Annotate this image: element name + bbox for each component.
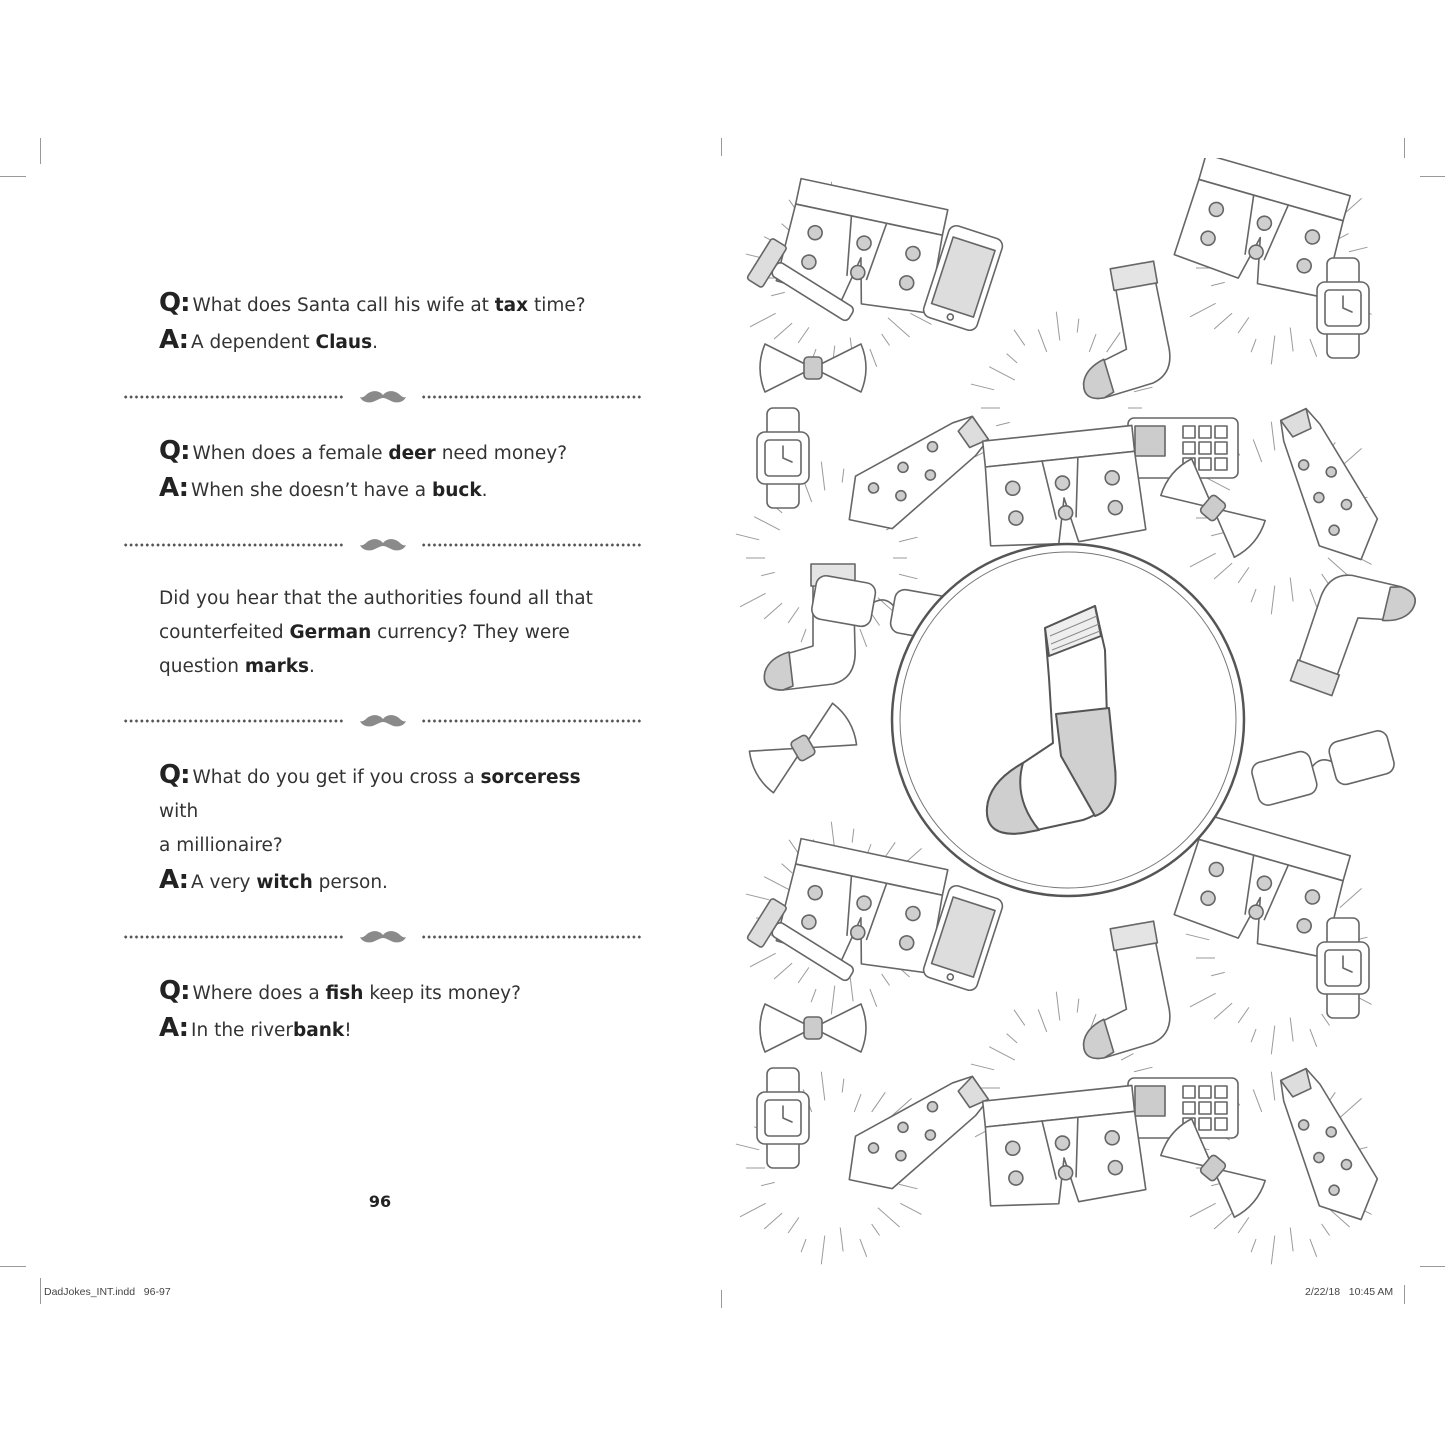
dotted-rule [123, 543, 345, 547]
sock-icon [1290, 562, 1418, 711]
question-line [159, 434, 599, 471]
emphasized-word: buck [431, 480, 482, 501]
sock-icon [1064, 261, 1175, 401]
question-line [159, 758, 599, 829]
joke-text: When she doesn’t have a [191, 480, 432, 501]
joke-line [159, 650, 599, 684]
joke-block [159, 434, 599, 508]
answer-marker: A: [159, 1013, 189, 1043]
answer-marker: A: [159, 325, 189, 355]
dotted-rule [421, 395, 643, 399]
watch-icon [757, 408, 809, 508]
joke-text: need money? [435, 443, 568, 464]
joke-text: Where does a [192, 983, 326, 1004]
crop-mark [0, 1266, 26, 1267]
joke-block [159, 582, 599, 684]
question-marker: Q: [159, 976, 190, 1006]
dotted-rule [123, 935, 345, 939]
dotted-rule [421, 719, 643, 723]
joke-text: Did you hear that the authorities found all that [159, 588, 593, 609]
slug-timestamp: 2/22/18 10:45 AM [1305, 1286, 1394, 1298]
joke-text: a millionaire? [159, 835, 283, 856]
dotted-rule [421, 543, 643, 547]
question-marker: Q: [159, 436, 190, 466]
joke-text: A dependent [191, 332, 316, 353]
mustache-icon [360, 389, 406, 405]
joke-text: keep its money? [363, 983, 521, 1004]
mustache-icon [360, 537, 406, 553]
question-line [159, 974, 599, 1011]
question-line-continued [159, 829, 599, 863]
answer-marker: A: [159, 865, 189, 895]
left-page [0, 0, 720, 1445]
joke-line [159, 582, 599, 616]
emphasized-word: bank [293, 1020, 345, 1041]
necktie-icon [831, 1062, 999, 1206]
joke-text: . [372, 332, 378, 353]
joke-text: . [309, 656, 315, 677]
pattern-illustration [723, 158, 1420, 1285]
boxers-icon [980, 1085, 1147, 1211]
joke-text: A very [191, 872, 257, 893]
joke-text: What do you get if you cross a [192, 767, 481, 788]
joke-text: person. [312, 872, 388, 893]
emphasized-word: fish [325, 983, 364, 1004]
necktie-icon [831, 402, 999, 546]
joke-separator [123, 508, 643, 582]
page-number: 96 [368, 1192, 392, 1211]
answer-line [159, 471, 599, 508]
joke-text: with [159, 801, 199, 822]
joke-text: time? [528, 295, 586, 316]
jokes-list [159, 286, 599, 1048]
joke-separator [123, 900, 643, 974]
joke-text: ! [344, 1020, 352, 1041]
joke-text: What does Santa call his wife at [192, 295, 495, 316]
emphasized-word: German [289, 622, 372, 643]
emphasized-word: marks [244, 656, 310, 677]
question-marker: Q: [159, 288, 190, 318]
joke-separator [123, 360, 643, 434]
mustache-icon [360, 929, 406, 945]
center-medallion [892, 544, 1244, 896]
emphasized-word: witch [256, 872, 313, 893]
crop-mark [721, 138, 722, 156]
answer-line [159, 323, 599, 360]
crop-mark [1419, 176, 1445, 177]
joke-line [159, 616, 599, 650]
joke-text: currency? They were [371, 622, 570, 643]
boxers-icon [980, 425, 1147, 551]
question-line [159, 286, 599, 323]
joke-text: When does a female [192, 443, 389, 464]
dotted-rule [123, 395, 345, 399]
crop-mark [1419, 1266, 1445, 1267]
necktie-icon [1264, 1061, 1390, 1233]
emphasized-word: tax [494, 295, 529, 316]
answer-line [159, 1011, 599, 1048]
dotted-rule [421, 935, 643, 939]
bowtie-icon [760, 344, 866, 392]
slug-file-info: DadJokes_INT.indd 96-97 [44, 1286, 171, 1298]
joke-block [159, 286, 599, 360]
crop-mark [40, 1278, 41, 1304]
boxers-icon [1173, 158, 1353, 302]
joke-block [159, 758, 599, 900]
joke-separator [123, 684, 643, 758]
emphasized-word: Claus [315, 332, 373, 353]
bowtie-icon [760, 1004, 866, 1052]
menswear-doodle-pattern [723, 158, 1420, 1285]
sock-icon [1064, 921, 1175, 1061]
dotted-rule [123, 719, 345, 723]
joke-block [159, 974, 599, 1048]
joke-text: question [159, 656, 245, 677]
joke-text: In the river [191, 1020, 294, 1041]
answer-line [159, 863, 599, 900]
crop-mark [40, 138, 41, 164]
emphasized-word: sorceress [480, 767, 581, 788]
watch-icon [757, 1068, 809, 1168]
crop-mark [721, 1290, 722, 1308]
bowtie-icon [745, 701, 861, 796]
answer-marker: A: [159, 473, 189, 503]
joke-text: . [481, 480, 488, 501]
glasses-icon [1250, 729, 1397, 808]
necktie-icon [1264, 401, 1390, 573]
emphasized-word: deer [388, 443, 436, 464]
boxers-icon [775, 838, 950, 978]
question-marker: Q: [159, 760, 190, 790]
mustache-icon [360, 713, 406, 729]
boxers-icon [775, 178, 950, 318]
crop-mark [0, 176, 26, 177]
joke-text: counterfeited [159, 622, 290, 643]
